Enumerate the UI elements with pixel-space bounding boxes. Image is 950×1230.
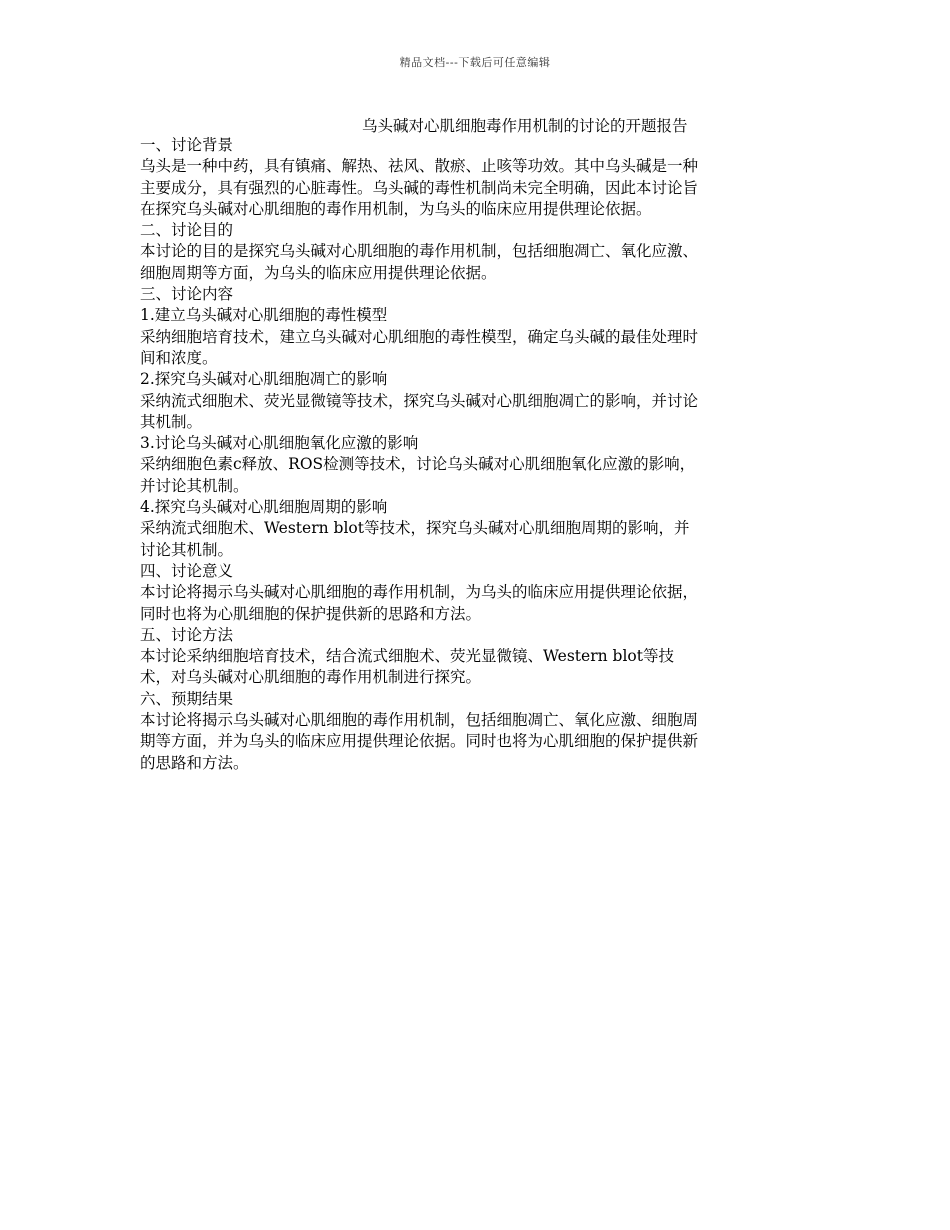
body-line: 采纳流式细胞术、荧光显微镜等技术，探究乌头碱对心肌细胞凋亡的影响，并讨论 [140,391,699,410]
body-line: 其机制。 [140,412,203,431]
document-body [140,135,816,774]
document-title: 乌头碱对心肌细胞毒作用机制的讨论的开题报告 [362,117,688,135]
body-line: 术，对乌头碱对心肌细胞的毒作用机制进行探究。 [140,668,482,687]
body-line: 讨论其机制。 [140,540,234,559]
body-line: 主要成分，具有强烈的心脏毒性。乌头碱的毒性机制尚未完全明确，因此本讨论旨 [140,178,699,197]
body-line: 并讨论其机制。 [140,476,249,495]
body-line: 细胞周期等方面，为乌头的临床应用提供理论依据。 [140,263,497,282]
subsection-heading: 1.建立乌头碱对心肌细胞的毒性模型 [140,306,388,325]
subsection-heading: 2.探究乌头碱对心肌细胞凋亡的影响 [140,370,388,389]
body-line: 间和浓度。 [140,348,218,367]
body-line: 在探究乌头碱对心肌细胞的毒作用机制，为乌头的临床应用提供理论依据。 [140,199,652,218]
section-heading: 一、讨论背景 [140,136,234,154]
page-header: 精品文档---下载后可任意编辑 [399,56,551,69]
section-heading: 三、讨论内容 [140,285,234,304]
body-line: 本讨论将揭示乌头碱对心肌细胞的毒作用机制，包括细胞凋亡、氧化应激、细胞周 [140,711,699,730]
body-line: 乌头是一种中药，具有镇痛、解热、祛风、散瘀、止咳等功效。其中乌头碱是一种 [140,157,699,176]
body-line: 期等方面，并为乌头的临床应用提供理论依据。同时也将为心肌细胞的保护提供新 [140,732,699,751]
body-line: 采纳细胞培育技术，建立乌头碱对心肌细胞的毒性模型，确定乌头碱的最佳处理时 [140,327,699,346]
body-line: 采纳流式细胞术、Western blot等技术，探究乌头碱对心肌细胞周期的影响，并 [140,519,690,538]
body-line: 本讨论将揭示乌头碱对心肌细胞的毒作用机制，为乌头的临床应用提供理论依据， [140,583,699,602]
body-line: 采纳细胞色素c释放、ROS检测等技术，讨论乌头碱对心肌细胞氧化应激的影响， [140,455,696,474]
body-line: 同时也将为心肌细胞的保护提供新的思路和方法。 [140,604,482,623]
subsection-heading: 3.讨论乌头碱对心肌细胞氧化应激的影响 [140,434,419,453]
section-heading: 五、讨论方法 [140,625,234,644]
section-heading: 六、预期结果 [140,689,234,708]
section-heading: 二、讨论目的 [140,221,234,240]
body-line: 的思路和方法。 [140,753,249,772]
body-line: 本讨论采纳细胞培育技术，结合流式细胞术、荧光显微镜、Western blot等技 [140,647,674,666]
section-heading: 四、讨论意义 [140,561,234,580]
subsection-heading: 4.探究乌头碱对心肌细胞周期的影响 [140,498,388,517]
body-line: 本讨论的目的是探究乌头碱对心肌细胞的毒作用机制，包括细胞凋亡、氧化应激、 [140,242,699,261]
